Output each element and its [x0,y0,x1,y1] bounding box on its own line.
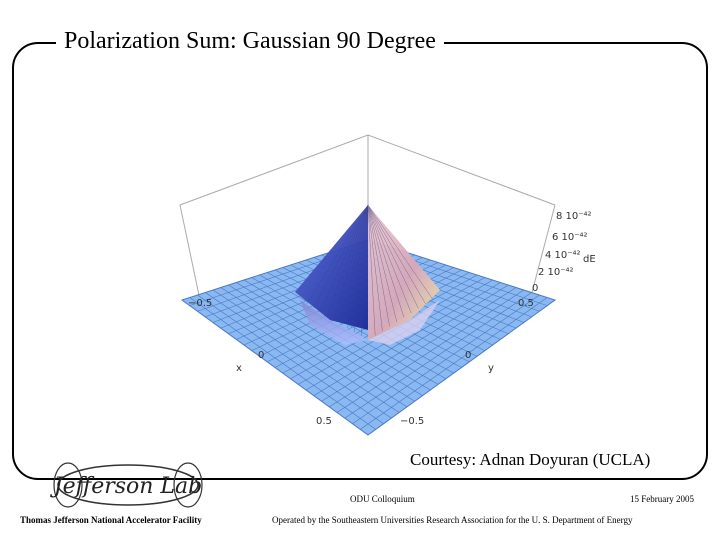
y-axis-label: y [488,363,494,374]
z-axis-label: dE [583,254,596,265]
facility-name: Thomas Jefferson National Accelerator Facility [20,515,202,525]
slide-title: Polarization Sum: Gaussian 90 Degree [56,26,444,56]
talk-name: ODU Colloquium [350,494,415,504]
svg-text:Jefferson Lab: Jefferson Lab [53,474,203,499]
operator-text: Operated by the Southeastern Universities Research Association for the U. S. Department of Energy [272,515,633,525]
z-tick-label: 4 10⁻⁴² [545,250,581,261]
z-tick-label: 8 10⁻⁴² [556,211,592,222]
peak-surface [295,205,440,345]
y-tick-label: −0.5 [400,416,425,427]
z-tick-label: 2 10⁻⁴² [538,267,574,278]
z-tick-label: 0 [532,283,539,294]
courtesy-text: Courtesy: Adnan Doyuran (UCLA) [410,450,651,469]
jefferson-lab-logo [38,458,218,512]
x-axis-label: x [236,363,242,374]
x-tick-label: 0 [258,350,265,361]
z-tick-label: 6 10⁻⁴² [552,232,588,243]
x-tick-label: 0.5 [316,416,332,427]
y-tick-label: 0 [465,350,472,361]
x-tick-label: −0.5 [188,298,213,309]
y-tick-label: 0.5 [518,298,534,309]
z-axis [532,211,596,294]
talk-date: 15 February 2005 [630,494,694,504]
